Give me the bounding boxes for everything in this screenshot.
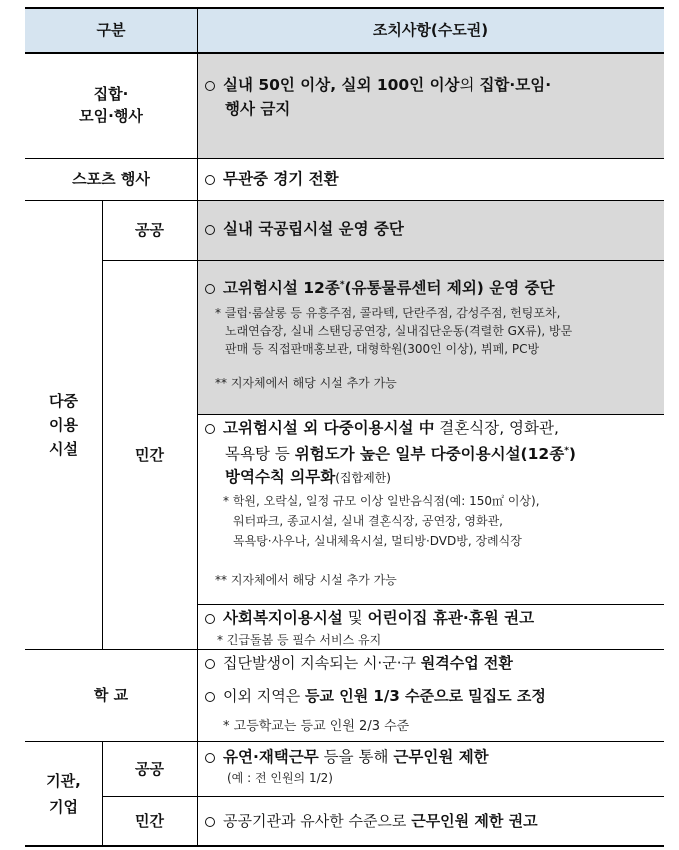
gathering-label-line2: 모임·행사 <box>79 107 143 125</box>
other-facility-measure <box>205 417 658 490</box>
org-public-note: (예 : 전 인원의 1/2) <box>227 771 333 785</box>
other-l3-small: (집합제한) <box>335 471 391 486</box>
welfare-mid: 및 <box>342 609 368 627</box>
org-public-label-text: 공공 <box>135 759 164 778</box>
sports-label-text: 스포츠 행사 <box>72 170 150 188</box>
header-measures <box>197 7 664 52</box>
other-l1-plain: 결혼식장, 영화관, <box>434 419 559 437</box>
high-risk-title-b: (유통물류센터 제외) 운영 중단 <box>344 279 555 298</box>
other-l2-end: ) <box>568 445 577 464</box>
other-l2-bold: 위험도가 높은 일부 다중이용시설(12종 <box>294 445 565 464</box>
multi-use-label <box>25 200 102 649</box>
org-public-measure <box>205 746 658 768</box>
high-risk-note1 <box>215 304 572 358</box>
circle-bullet-icon <box>205 692 215 702</box>
school-note: * 고등학교는 등교 인원 2/3 수준 <box>223 719 410 734</box>
header-category <box>25 7 197 52</box>
circle-bullet-icon <box>205 424 215 434</box>
welfare-bold-b: 어린이집 휴관·휴원 권고 <box>367 609 535 627</box>
circle-bullet-icon <box>205 284 215 294</box>
header-category-text: 구분 <box>96 20 126 39</box>
school-l2-plain: 이외 지역은 <box>223 687 305 705</box>
high-risk-note1-line2: 노래연습장, 실내 스탠딩공연장, 실내집단운동(격렬한 GX류), 방문 <box>225 324 573 338</box>
public-facility-measure-text: 실내 국공립시설 운영 중단 <box>223 220 404 238</box>
gathering-label-line1: 집합· <box>93 85 129 103</box>
org-public-mid: 등을 통해 <box>318 748 394 766</box>
multi-use-public-label <box>102 200 197 260</box>
circle-bullet-icon <box>205 81 215 91</box>
gathering-bold-a: 실내 50인 이상, 실외 100인 이상 <box>223 76 460 94</box>
circle-bullet-icon <box>205 817 215 827</box>
circle-bullet-icon <box>205 753 215 763</box>
other-note1-line1: * 학원, 오락실, 일정 규모 이상 일반음식점(예: 150㎡ 이상), <box>223 494 540 508</box>
high-risk-title <box>205 274 658 299</box>
multi-use-label-line2: 이용 <box>49 415 78 434</box>
other-l1-bold: 고위험시설 외 다중이용시설 中 <box>223 419 435 437</box>
other-note1-line2: 워터파크, 종교시설, 실내 결혼식장, 공연장, 영화관, <box>233 514 503 528</box>
gathering-measure <box>205 73 658 121</box>
school-l1-bold: 원격수업 전환 <box>420 654 513 672</box>
org-private-plain: 공공기관과 유사한 수준으로 <box>223 812 412 830</box>
welfare-measure <box>205 607 658 629</box>
header-measures-text: 조치사항(수도권) <box>372 20 489 39</box>
sports-label <box>25 158 197 200</box>
multi-use-private-label-text: 민간 <box>135 445 164 464</box>
other-l2-plain: 목욕탕 등 <box>225 445 295 464</box>
high-risk-title-sup: * <box>339 280 345 290</box>
other-l3-bold: 방역수칙 의무화 <box>225 468 336 487</box>
gathering-mid: 의 <box>459 76 480 94</box>
sports-measure <box>205 168 658 190</box>
multi-use-public-label-text: 공공 <box>135 221 164 239</box>
high-risk-title-a: 고위험시설 12종 <box>223 279 340 298</box>
org-public-label <box>102 741 197 796</box>
sports-measure-text: 무관중 경기 전환 <box>223 170 339 188</box>
org-label-line2: 기업 <box>49 797 78 816</box>
gathering-line2: 행사 금지 <box>225 100 291 118</box>
org-private-label-text: 민간 <box>135 812 164 830</box>
other-note1-line3: 목욕탕·사우나, 실내체육시설, 멀티방·DVD방, 장례식장 <box>233 534 522 548</box>
high-risk-note1-line3: 판매 등 직접판매홍보관, 대형학원(300인 이상), 뷔페, PC방 <box>225 342 540 356</box>
welfare-bold-a: 사회복지이용시설 <box>223 609 343 627</box>
gathering-label <box>25 52 197 158</box>
public-facility-measure <box>205 218 658 240</box>
circle-bullet-icon <box>205 614 215 624</box>
high-risk-note1-line1: * 클럽·룸살롱 등 유흥주점, 콜라텍, 단란주점, 감성주점, 헌팅포차, <box>215 306 561 320</box>
org-public-bold-a: 유연·재택근무 <box>223 748 319 766</box>
org-private-measure <box>205 810 658 832</box>
org-private-label <box>102 796 197 846</box>
multi-use-private-label <box>102 260 197 649</box>
school-label-text: 학 교 <box>93 686 129 704</box>
high-risk-note2: ** 지자체에서 해당 시설 추가 가능 <box>215 376 397 390</box>
school-label <box>25 649 197 741</box>
org-public-bold-b: 근무인원 제한 <box>393 748 489 766</box>
gathering-bold-b: 집합·모임· <box>479 76 552 94</box>
school-measure-2 <box>205 685 658 707</box>
multi-use-label-line3: 시설 <box>49 439 78 458</box>
school-l2-bold: 등교 인원 1/3 수준으로 밀집도 조정 <box>305 687 546 705</box>
multi-use-label-line1: 다중 <box>49 391 78 410</box>
circle-bullet-icon <box>205 225 215 235</box>
school-l1-plain: 집단발생이 지속되는 시·군·구 <box>223 654 421 672</box>
other-note2: ** 지자체에서 해당 시설 추가 가능 <box>215 573 397 587</box>
school-measure-1 <box>205 652 658 674</box>
circle-bullet-icon <box>205 659 215 669</box>
welfare-note: * 긴급돌봄 등 필수 서비스 유지 <box>217 633 382 647</box>
other-l2-sup: * <box>564 446 569 456</box>
org-label <box>25 741 102 846</box>
org-private-bold: 근무인원 제한 권고 <box>411 812 538 830</box>
org-label-line1: 기관, <box>46 771 81 790</box>
other-note1 <box>223 491 540 551</box>
circle-bullet-icon <box>205 175 215 185</box>
